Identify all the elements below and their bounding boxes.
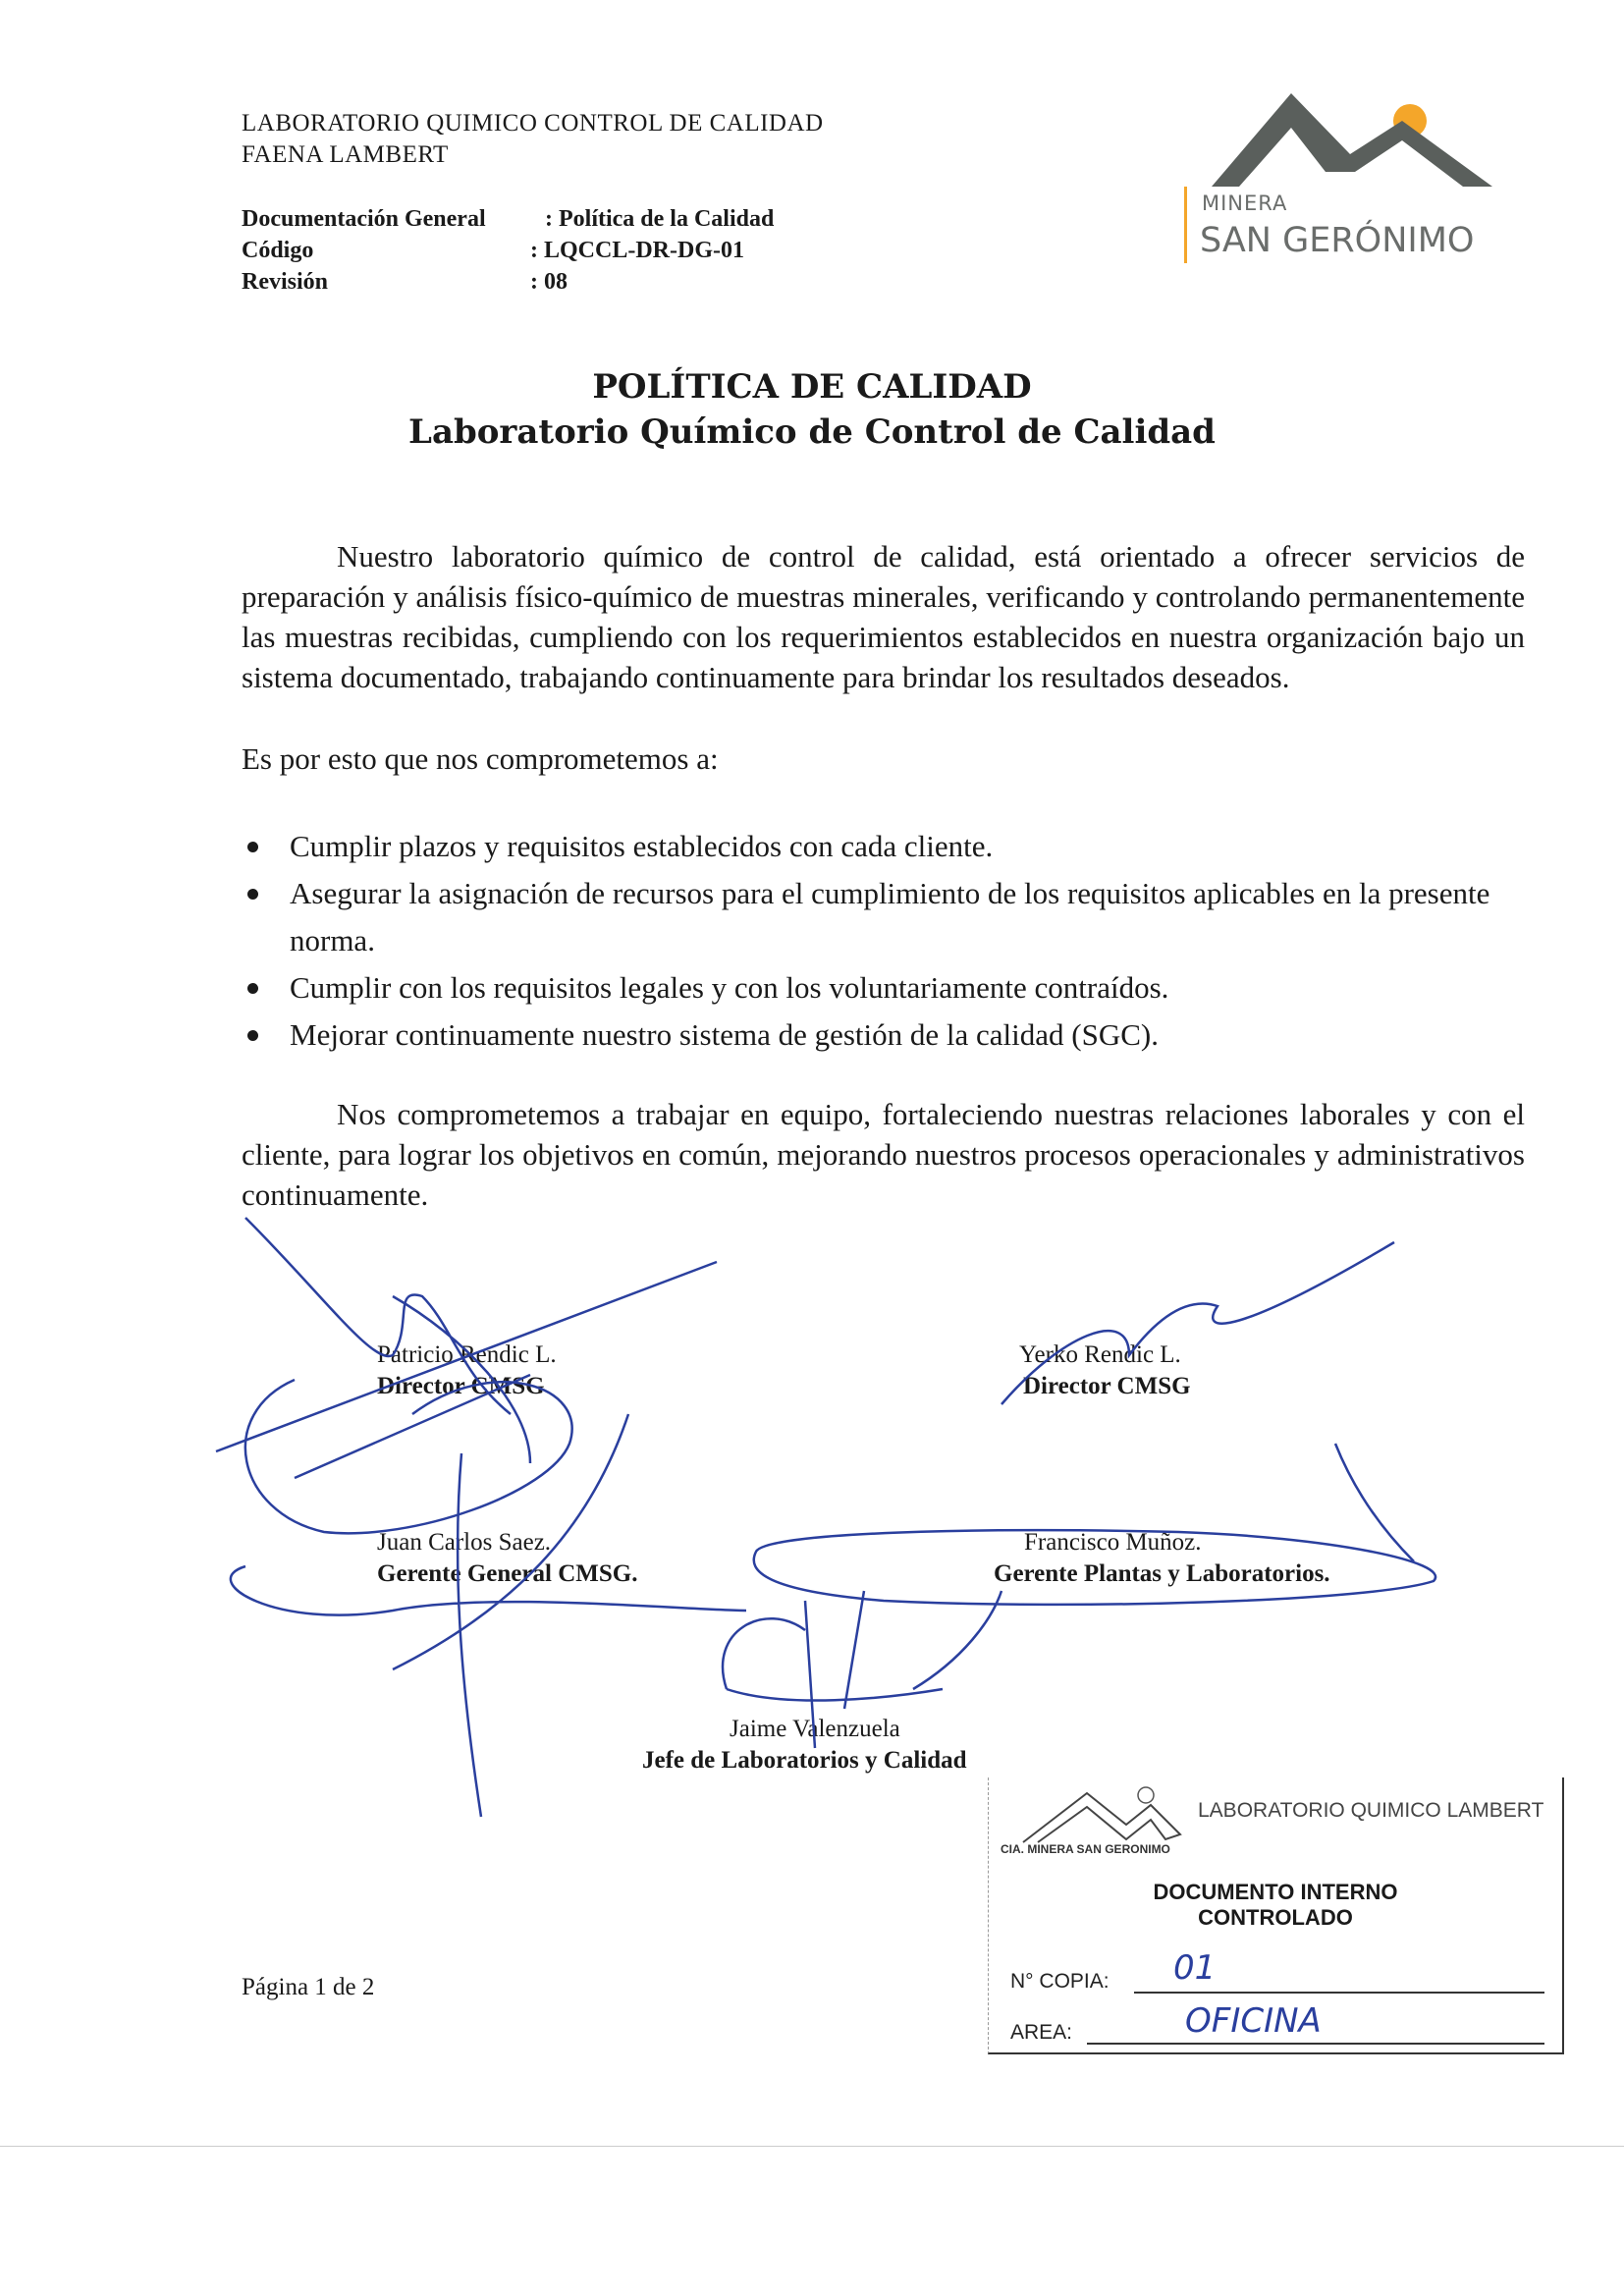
stamp-area-label: AREA: bbox=[1010, 2021, 1073, 2044]
stamp-copy-line bbox=[1134, 1992, 1544, 1994]
page-number: Página 1 de 2 bbox=[242, 1974, 375, 2000]
closing-paragraph: Nos comprometemos a trabajar en equipo, fortaleciendo nuestras relaciones laborales y con el cliente, para lograr los objetivos en común, mejorando nuestros procesos operacionales y administrativos continuamente. bbox=[242, 1097, 1525, 1212]
stamp-lab-name: LABORATORIO QUIMICO LAMBERT bbox=[1198, 1799, 1544, 1822]
list-item-text: Cumplir plazos y requisitos establecidos con cada cliente. bbox=[290, 829, 994, 863]
stamp-logo-icon bbox=[1018, 1785, 1185, 1844]
logo-text-san-geronimo: SAN GERÓNIMO bbox=[1200, 221, 1475, 260]
logo-text-minera: MINERA bbox=[1202, 191, 1288, 215]
meta-label-revision: Revisión bbox=[242, 269, 329, 295]
meta-value-code: : LQCCL-DR-DG-01 bbox=[530, 238, 744, 263]
header-lab-name: LABORATORIO QUIMICO CONTROL DE CALIDAD bbox=[242, 110, 824, 137]
stamp-copy-value: 01 bbox=[1173, 1948, 1217, 1988]
stamp-area-value: OFICINA bbox=[1185, 2001, 1322, 2041]
signature-role: Director CMSG bbox=[1023, 1373, 1191, 1399]
stamp-doc-title bbox=[989, 1880, 1562, 1931]
stamp-area-line bbox=[1087, 2043, 1544, 2045]
header-site-name: FAENA LAMBERT bbox=[242, 141, 449, 168]
list-item-text: Asegurar la asignación de recursos para el cumplimiento de los requisitos aplicables en la presente norma. bbox=[290, 876, 1490, 957]
meta-label-code: Código bbox=[242, 238, 314, 263]
signature-role: Gerente Plantas y Laboratorios. bbox=[994, 1560, 1330, 1587]
meta-value-revision: : 08 bbox=[530, 269, 568, 295]
list-item-text: Cumplir con los requisitos legales y con los voluntariamente contraídos. bbox=[290, 970, 1169, 1005]
controlled-document-stamp bbox=[988, 1777, 1564, 2054]
signature-role: Gerente General CMSG. bbox=[377, 1560, 638, 1587]
scan-edge-divider bbox=[0, 2146, 1624, 2147]
list-item-text: Mejorar continuamente nuestro sistema de gestión de la calidad (SGC). bbox=[290, 1017, 1159, 1052]
page-title: POLÍTICA DE CALIDAD bbox=[592, 367, 1032, 407]
meta-label-doc: Documentación General bbox=[242, 206, 486, 232]
intro-paragraph: Nuestro laboratorio químico de control de calidad, está orientado a ofrecer servicios de preparación y análisis físico-químico de muestras minerales, verificando y controlando permanentemente las muestras recibidas, cumpliendo con los requerimientos establecidos en nuestra organización bajo un sistema documentado, trabajando continuamente para brindar los resultados deseados. bbox=[242, 539, 1525, 694]
signature-role: Director CMSG bbox=[377, 1373, 545, 1399]
signature-name: Patricio Rendic L. bbox=[377, 1341, 557, 1368]
stamp-copy-label: N° COPIA: bbox=[1010, 1970, 1110, 1993]
signature-role: Jefe de Laboratorios y Calidad bbox=[642, 1747, 967, 1774]
stamp-doc-line1: DOCUMENTO INTERNO bbox=[1153, 1880, 1398, 1904]
signature-name: Juan Carlos Saez. bbox=[377, 1529, 552, 1556]
commitment-lead: Es por esto que nos comprometemos a: bbox=[242, 741, 719, 776]
page-subtitle: Laboratorio Químico de Control de Calidad bbox=[408, 412, 1216, 452]
signature-name: Francisco Muñoz. bbox=[1024, 1529, 1202, 1556]
signature-name: Yerko Rendic L. bbox=[1019, 1341, 1181, 1368]
meta-value-doc: : Política de la Calidad bbox=[545, 206, 775, 232]
stamp-company: CIA. MINERA SAN GERONIMO bbox=[1001, 1842, 1170, 1856]
stamp-doc-line2: CONTROLADO bbox=[1198, 1905, 1353, 1930]
signature-name: Jaime Valenzuela bbox=[730, 1716, 900, 1742]
